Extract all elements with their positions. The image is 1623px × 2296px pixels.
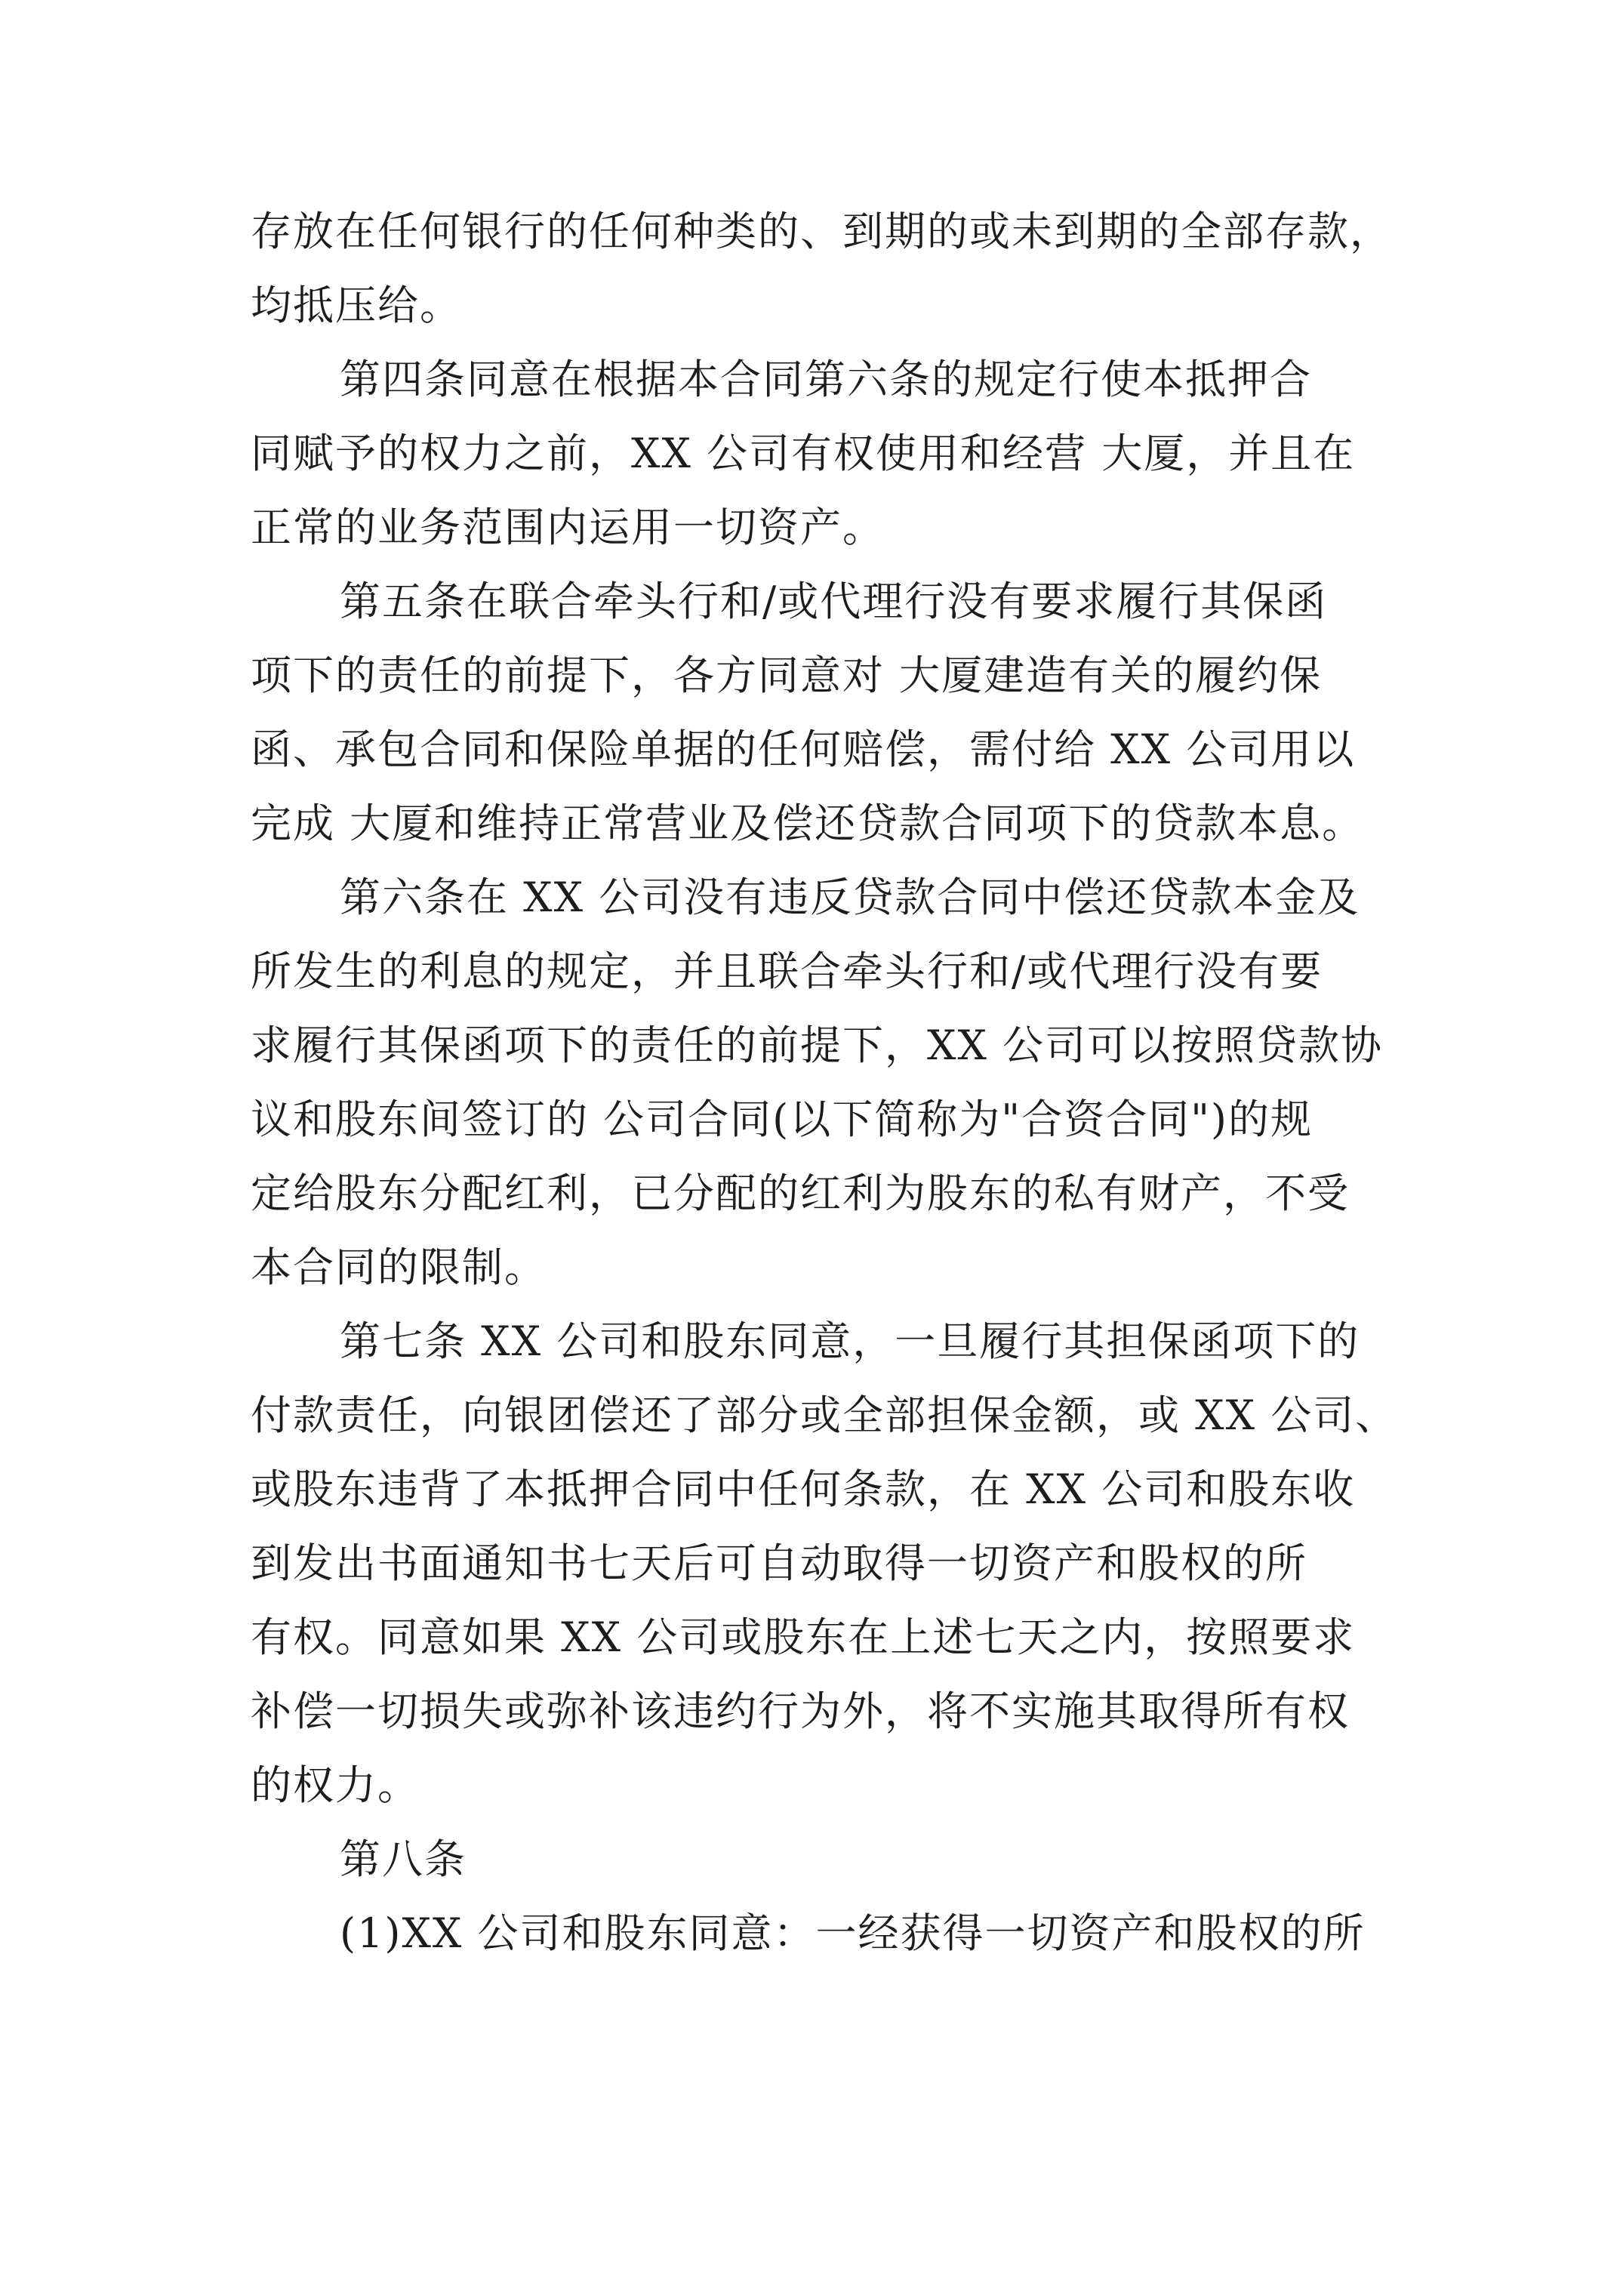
- text-line: 同赋予的权力之前，XX 公司有权使用和经营 大厦，并且在: [251, 430, 1356, 477]
- text-line: 函、承包合同和保险单据的任何赔偿，需付给 XX 公司用以: [251, 726, 1356, 773]
- text-line: 第六条在 XX 公司没有违反贷款合同中偿还贷款本金及: [340, 874, 1360, 921]
- text-line: 补偿一切损失或弥补该违约行为外，将不实施其取得所有权: [251, 1687, 1350, 1735]
- text-line: (1)XX 公司和股东同意：一经获得一切资产和股权的所: [340, 1909, 1366, 1957]
- text-line: 均抵压给。: [251, 282, 462, 329]
- text-line: 第四条同意在根据本合同第六条的规定行使本抵押合: [340, 356, 1312, 403]
- document-body: [251, 195, 1428, 1971]
- text-line: 求履行其保函项下的责任的前提下，XX 公司可以按照贷款协: [251, 1022, 1384, 1069]
- text-line: 本合同的限制。: [251, 1244, 547, 1291]
- text-line: 付款责任，向银团偿还了部分或全部担保金额，或 XX 公司、: [251, 1391, 1398, 1439]
- text-line: 的权力。: [251, 1761, 420, 1809]
- text-line: 完成 大厦和维持正常营业及偿还贷款合同项下的贷款本息。: [251, 800, 1365, 847]
- text-line: 第五条在联合牵头行和/或代理行没有要求履行其保函: [340, 578, 1328, 625]
- text-line: 第七条 XX 公司和股东同意，一旦履行其担保函项下的: [340, 1318, 1360, 1365]
- text-line: 所发生的利息的规定，并且联合牵头行和/或代理行没有要: [251, 948, 1323, 995]
- text-line: 或股东违背了本抵押合同中任何条款，在 XX 公司和股东收: [251, 1465, 1356, 1513]
- text-line: 议和股东间签订的 公司合同(以下简称为"合资合同")的规: [251, 1096, 1313, 1143]
- text-line: 到发出书面通知书七天后可自动取得一切资产和股权的所: [251, 1539, 1307, 1587]
- text-line: 第八条: [340, 1835, 467, 1883]
- text-line: 项下的责任的前提下，各方同意对 大厦建造有关的履约保: [251, 652, 1323, 699]
- text-line: 定给股东分配红利，已分配的红利为股东的私有财产，不受: [251, 1170, 1350, 1217]
- text-line: 正常的业务范围内运用一切资产。: [251, 504, 885, 551]
- text-line: 有权。同意如果 XX 公司或股东在上述七天之内，按照要求: [251, 1613, 1356, 1661]
- text-line: 存放在任何银行的任何种类的、到期的或未到期的全部存款，: [251, 208, 1392, 255]
